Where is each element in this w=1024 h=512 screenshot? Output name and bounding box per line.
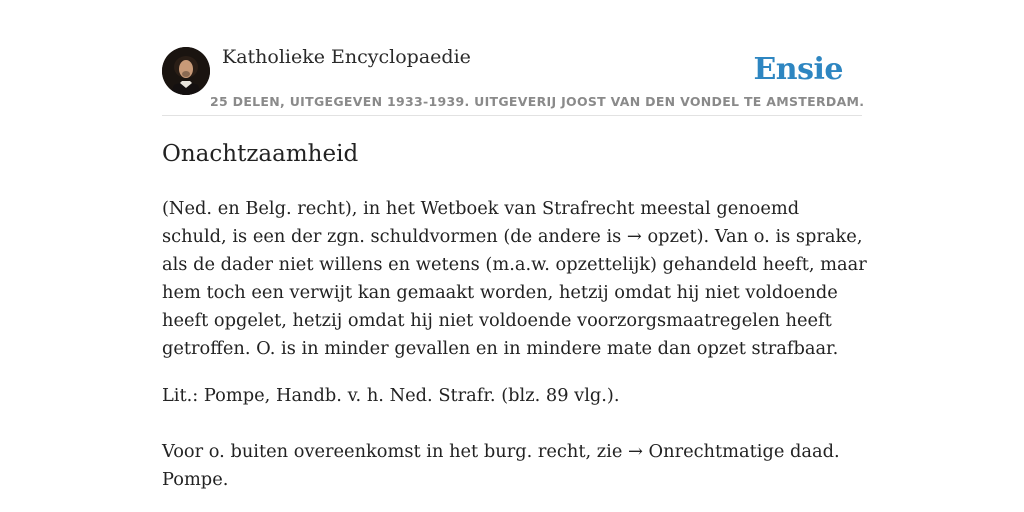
see-also-paragraph: Voor o. buiten overeenkomst in het burg. recht, zie → Onrechtmatige daad. — [162, 441, 840, 462]
article-paragraph: (Ned. en Belg. recht), in het Wetboek van Strafrecht meestal genoemd schuld, is een der zgn. schuldvormen (de andere is → opzet). Van o. is sprake, als de dader niet willens en wetens (m.a.w. opzettelijk) gehandeld heeft, maar hem toch een verwijt kan gemaakt worden, hetzij omdat hij niet voldoende heeft opgelet, hetzij omdat hij niet voldoende voorzorgsmaatregelen heeft getroffen. O. is in minder gevallen en in mindere mate dan opzet strafbaar. — [162, 198, 867, 359]
header-divider — [162, 115, 862, 116]
author-signature: Pompe. — [162, 469, 229, 490]
site-title[interactable]: Katholieke Encyclopaedie — [222, 46, 471, 68]
article — [162, 138, 868, 494]
site-subtitle: 25 DELEN, UITGEGEVEN 1933-1939. UITGEVERIJ JOOST VAN DEN VONDEL TE AMSTERDAM. — [210, 94, 865, 109]
article-title: Onachtzaamheid — [162, 141, 359, 167]
literature-reference: Lit.: Pompe, Handb. v. h. Ned. Strafr. (blz. 89 vlg.). — [162, 385, 620, 406]
brand-logo-link[interactable]: Ensie — [753, 52, 843, 87]
portrait-avatar-icon[interactable] — [162, 47, 210, 95]
